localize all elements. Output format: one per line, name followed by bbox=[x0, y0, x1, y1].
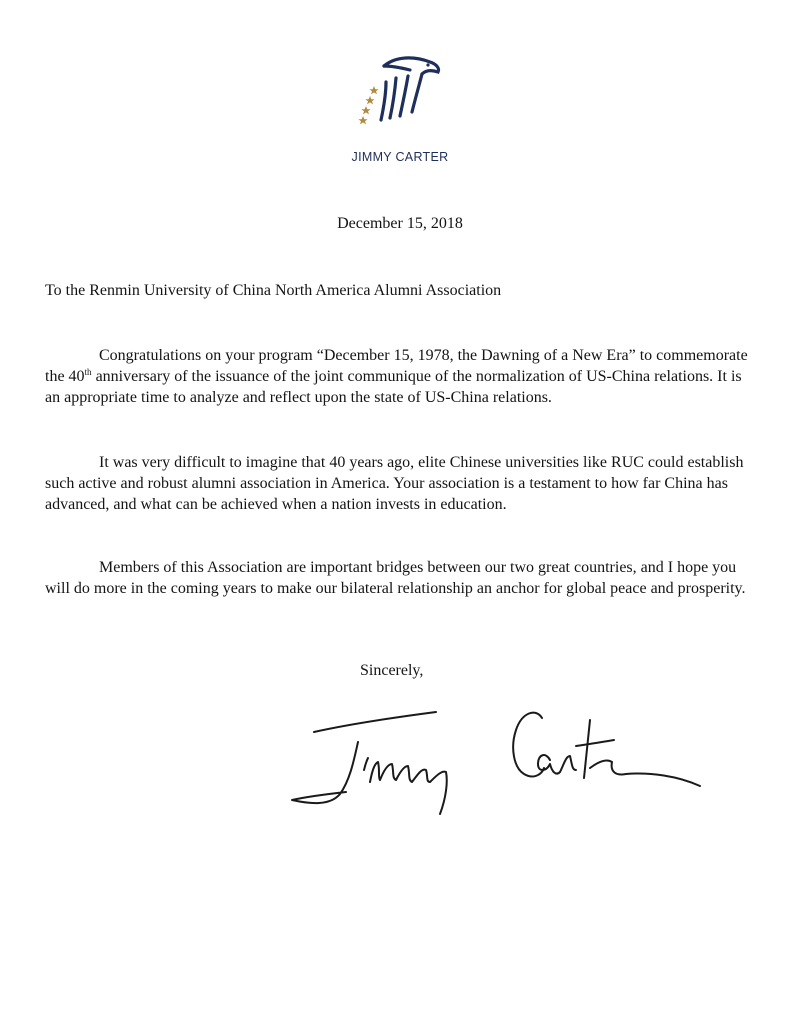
closing: Sincerely, bbox=[360, 662, 424, 679]
eagle-stars-logo-icon bbox=[352, 52, 448, 134]
body-paragraph-3 bbox=[45, 557, 757, 599]
paragraph-1-text-end: anniversary of the issuance of the joint communique of the normalization of US-China relations. It is an appropriate time to analyze and reflect upon the state of US-China relations. bbox=[45, 368, 742, 406]
body-paragraph-1 bbox=[45, 345, 757, 408]
salutation: To the Renmin University of China North America Alumni Association bbox=[45, 282, 502, 299]
signature-icon bbox=[280, 690, 710, 830]
paragraph-2-text: It was very difficult to imagine that 40 years ago, elite Chinese universities like RUC could establish such active and robust alumni association in America. Your association is a testament to how far China has advanced, and what can be achieved when a nation invests in education. bbox=[45, 454, 744, 513]
ordinal-suffix: th bbox=[84, 367, 92, 377]
paragraph-1-text-start: Congratulations on your program “December 15, 1978, the Dawning of a New Era” to commemorate the 40 bbox=[45, 347, 748, 385]
letterhead-name: JIMMY CARTER bbox=[351, 150, 449, 164]
body-paragraph-2 bbox=[45, 452, 757, 515]
eagle-icon bbox=[381, 58, 439, 120]
letter-date: December 15, 2018 bbox=[337, 215, 463, 232]
stars-icon bbox=[358, 86, 378, 124]
paragraph-3-text: Members of this Association are important bridges between our two great countries, and I hope you will do more in the coming years to make our bilateral relationship an anchor for global peace and prosperity. bbox=[45, 559, 746, 597]
